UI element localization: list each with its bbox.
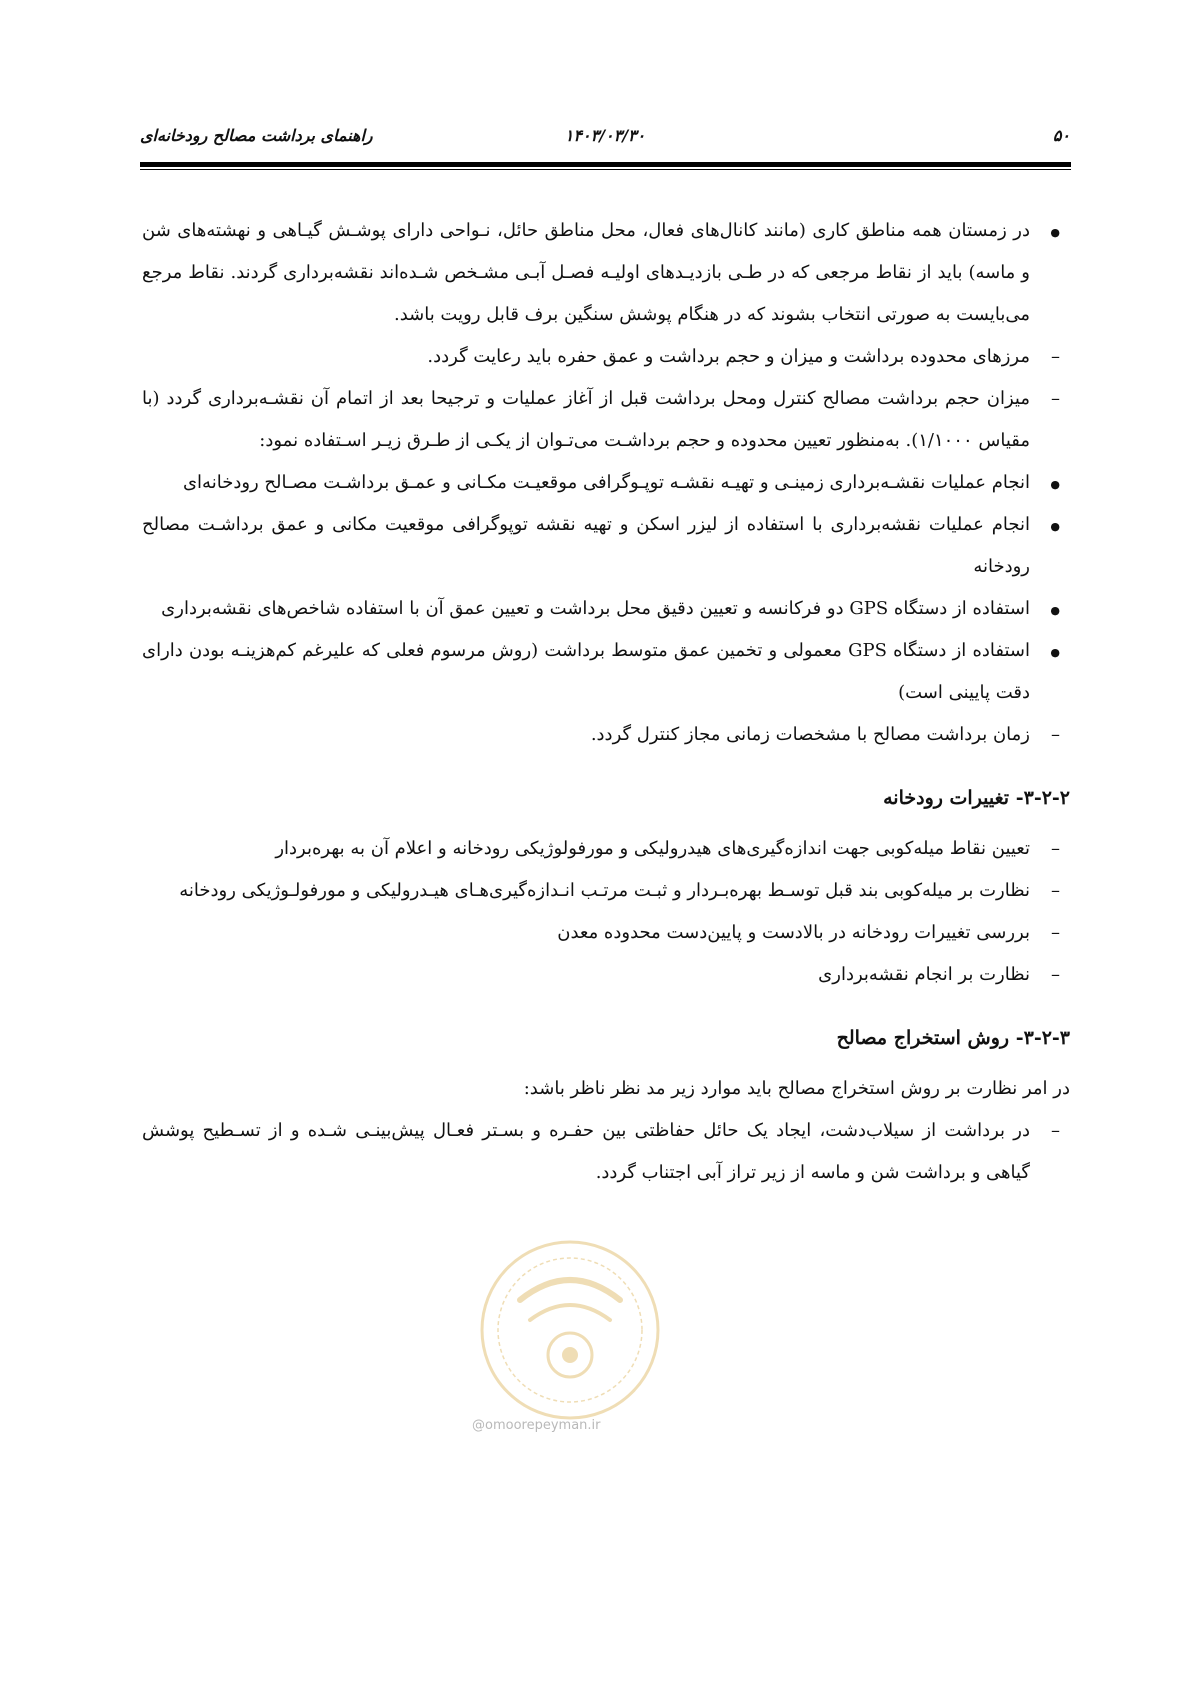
list-item-text: استفاده از دستگاه GPS معمولی و تخمین عمق متوسط برداشت (روش مرسوم فعلی که علیرغم کم‌هزینـه بودن دارای دقت پایینی است) bbox=[142, 640, 1031, 703]
dash-icon bbox=[1042, 714, 1060, 756]
list-item-text: استفاده از دستگاه GPS دو فرکانسه و تعیین دقیق محل برداشت و تعیین عمق آن با استفاده شاخص‌های نقشه‌برداری bbox=[161, 598, 1030, 619]
header-rule bbox=[140, 162, 1071, 167]
list-item bbox=[142, 1110, 1070, 1194]
paragraph-text: در امر نظارت بر روش استخراج مصالح باید موارد زیر مد نظر ناظر باشد: bbox=[523, 1078, 1070, 1099]
header-date: ۱۴۰۳/۰۳/۳۰ bbox=[564, 126, 646, 145]
list-item-text: بررسی تغییرات رودخانه در بالادست و پایین‌دست محدوده معدن bbox=[557, 922, 1030, 943]
list-item bbox=[142, 912, 1070, 954]
list-item bbox=[142, 630, 1070, 714]
list-item bbox=[142, 828, 1070, 870]
list-item bbox=[142, 588, 1070, 630]
header-title: راهنمای برداشت مصالح رودخانه‌ای bbox=[140, 126, 373, 145]
dash-icon bbox=[1042, 828, 1060, 870]
dash-icon bbox=[1042, 912, 1060, 954]
bullet-icon bbox=[1042, 630, 1060, 674]
watermark-logo bbox=[470, 1230, 670, 1430]
list-item bbox=[142, 870, 1070, 912]
dash-icon bbox=[1042, 870, 1060, 912]
section-3-list bbox=[142, 1068, 1070, 1194]
page-number: ۵۰ bbox=[1052, 126, 1070, 145]
bullet-icon bbox=[1042, 462, 1060, 506]
list-item-text: انجام عملیات نقشـه‌برداری زمینـی و تهیـه نقشـه توپـوگرافی موقعیـت مکـانی و عمـق برداشـت مصـالح رودخانه‌ای bbox=[182, 472, 1030, 493]
paragraph bbox=[142, 1068, 1070, 1110]
list-item-text: انجام عملیات نقشه‌برداری با استفاده از لیزر اسکن و تهیه نقشه توپوگرافی موقعیت مکانی و عمق برداشـت مصالح رودخانه bbox=[142, 514, 1030, 577]
list-item-text: تعیین نقاط میله‌کوبی جهت اندازه‌گیری‌های هیدرولیکی و مورفولوژیکی رودخانه و اعلام آن به بهره‌بردار bbox=[275, 838, 1030, 859]
dash-icon bbox=[1042, 378, 1060, 420]
header-rule-thin bbox=[140, 169, 1071, 170]
page-header bbox=[140, 126, 1070, 152]
watermark-text: @omoorepeyman.ir bbox=[472, 1418, 601, 1433]
section-2-list bbox=[142, 828, 1070, 996]
section-heading: ۳-۲-۳- روش استخراج مصالح bbox=[836, 1027, 1070, 1049]
list-item-text: در زمستان همه مناطق کاری (مانند کانال‌های فعال، محل مناطق حائل، نـواحی دارای پوشـش گیـاهی و نهشته‌های شن و ماسه) باید از نقاط مرجعی که در طـی بازدیـدهای اولیـه فصـل آبـی مشـخص شـده‌اند نقشه‌برداری گردند. نقاط مرجع می‌بایست به صورتی انتخاب بشوند که در هنگام پوشش سنگین برف قابل رویت باشد. bbox=[142, 220, 1030, 325]
list-item-text: میزان حجم برداشت مصالح کنترل ومحل برداشت قبل از آغاز عملیات و ترجیحا بعد از اتمام آن نقشـه‌برداری گردد (با مقیاس ۱/۱۰۰۰). به‌منظور تعیین محدوده و حجم برداشـت می‌تـوان از یکـی از طـرق زیـر اسـتفاده نمود: bbox=[142, 388, 1030, 451]
list-item bbox=[142, 714, 1070, 756]
list-item-text: نظارت بر میله‌کوبی بند قبل توسـط بهره‌بـردار و ثبـت مرتـب انـدازه‌گیری‌هـای هیـدرولیکی و مورفولـوژیکی رودخانه bbox=[179, 880, 1030, 901]
list-item bbox=[142, 210, 1070, 336]
list-item-text: نظارت بر انجام نقشه‌برداری bbox=[818, 964, 1030, 985]
list-item bbox=[142, 954, 1070, 996]
dash-icon bbox=[1042, 336, 1060, 378]
dash-icon bbox=[1042, 1110, 1060, 1152]
list-item bbox=[142, 504, 1070, 588]
list-item bbox=[142, 378, 1070, 462]
dash-icon bbox=[1042, 954, 1060, 996]
page-body bbox=[142, 210, 1070, 1194]
bullet-icon bbox=[1042, 210, 1060, 254]
list-item bbox=[142, 336, 1070, 378]
bullet-icon bbox=[1042, 588, 1060, 632]
bullet-icon bbox=[1042, 504, 1060, 548]
list-item bbox=[142, 462, 1070, 504]
list-item-text: در برداشت از سیلاب‌دشت، ایجاد یک حائل حفاظتی بین حفـره و بسـتر فعـال پیش‌بینـی شـده و از تسـطیح پوشش گیاهی و برداشت شن و ماسه از زیر تراز آبی اجتناب گردد. bbox=[142, 1120, 1030, 1183]
section-1-list bbox=[142, 210, 1070, 756]
list-item-text: زمان برداشت مصالح با مشخصات زمانی مجاز کنترل گردد. bbox=[590, 724, 1030, 745]
section-heading: ۳-۲-۲- تغییرات رودخانه bbox=[883, 787, 1070, 809]
list-item-text: مرزهای محدوده برداشت و میزان و حجم برداشت و عمق حفره باید رعایت گردد. bbox=[427, 346, 1030, 367]
